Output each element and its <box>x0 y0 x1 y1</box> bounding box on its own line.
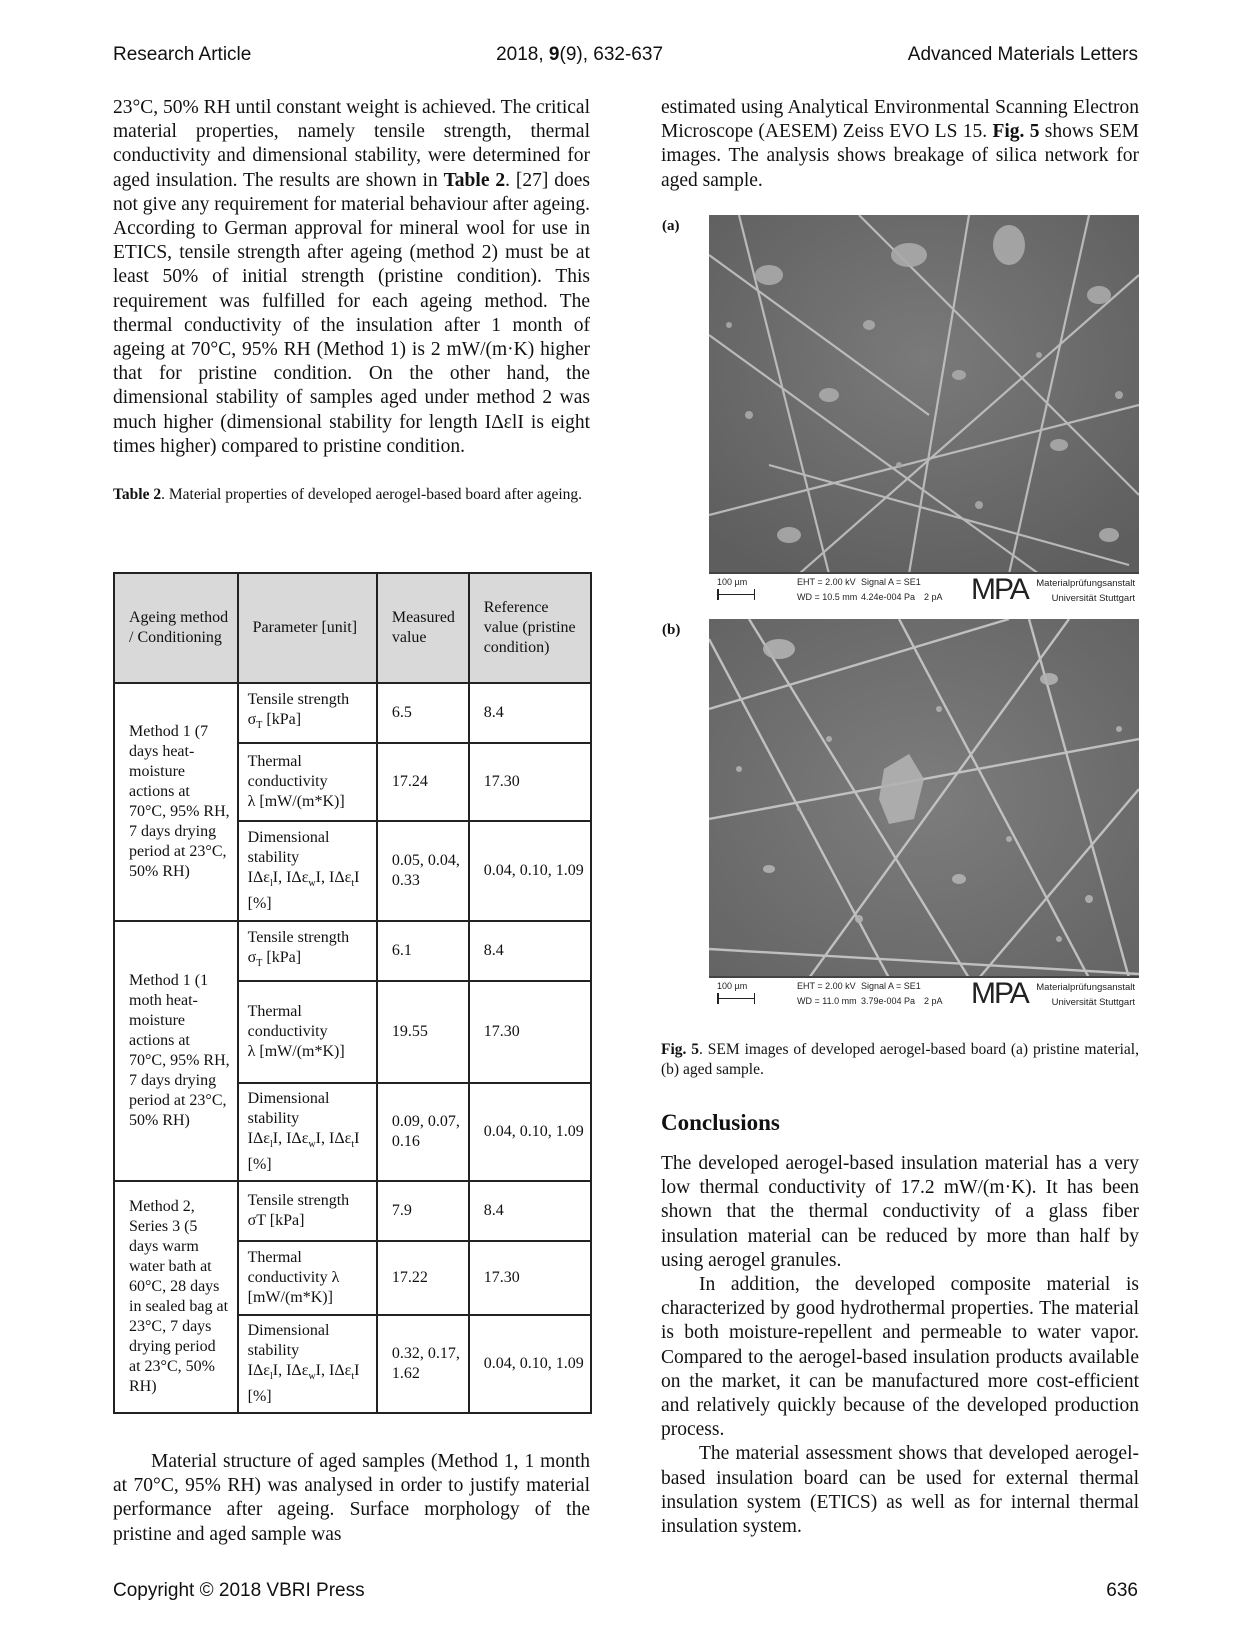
sem-info-bar-a <box>709 572 1139 608</box>
param-cell: Tensile strength $\sigma_T$ [kPa] <box>238 921 377 981</box>
param-cell: Dimensional stability IΔε$_l$I, IΔε$_w$I, IΔε$_t$I [%] <box>238 1083 377 1181</box>
param-cell: Tensile strength $\sigma_T$ [kPa] <box>238 683 377 743</box>
measured-cell: 6.5 <box>377 683 469 743</box>
sem-image-a <box>709 215 1139 608</box>
wd-value: WD = 11.0 mm <box>797 996 857 1006</box>
figure-ref: Fig. 5 <box>992 121 1040 143</box>
journal-name: Advanced Materials Letters <box>907 44 1138 65</box>
conclusion-paragraph: In addition, the developed composite material is characterized by good hydrothermal properties. The material is both moisture-repellent and permeable to water vapor. Compared to the aerogel-based insulation products available on the market, it can be manufactured more cost-efficient and relatively quickly because of the developed production process. <box>661 1274 1139 1441</box>
institution-line2: Universität Stuttgart <box>1051 997 1135 1008</box>
signal-value: Signal A = SE1 <box>861 981 921 991</box>
scale-label: 100 µm <box>717 981 748 991</box>
current-value: 2 pA <box>924 996 943 1006</box>
sem-image-b <box>709 619 1139 1012</box>
param-cell: Tensile strength σT [kPa] <box>238 1181 377 1241</box>
measured-cell: 17.22 <box>377 1241 469 1315</box>
sem-micrograph-b <box>709 619 1139 978</box>
institution-line1: Materialprüfungsanstalt <box>1036 578 1135 589</box>
col-header-parameter: Parameter [unit] <box>238 573 377 683</box>
table-row <box>114 1181 591 1241</box>
current-value: 2 pA <box>924 592 943 602</box>
reference-cell: 17.30 <box>469 1241 591 1315</box>
measured-cell: 0.05, 0.04, 0.33 <box>377 821 469 921</box>
reference-cell: 8.4 <box>469 921 591 981</box>
scale-bar-icon <box>717 998 755 999</box>
param-cell: Thermal conductivity λ [mW/(m*K)] <box>238 981 377 1083</box>
scale-bar-icon <box>717 594 755 595</box>
citation: 2018, 9(9), 632-637 <box>496 44 664 65</box>
figure-caption: Fig. 5. SEM images of developed aerogel-based board (a) pristine material, (b) aged sample. <box>661 1041 1139 1078</box>
col-header-reference: Reference value (pristine condition) <box>469 573 591 683</box>
method-cell: Method 2, Series 3 (5 days warm water bath at 60°C, 28 days in sealed bag at 23°C, 7 days drying period at 23°C, 50% RH) <box>114 1181 238 1413</box>
reference-cell: 0.04, 0.10, 1.09 <box>469 1315 591 1413</box>
copyright: Copyright © 2018 VBRI Press <box>113 1580 365 1601</box>
table-header-row <box>114 573 591 683</box>
paragraph-material-structure: Material structure of aged samples (Method 1, 1 month at 70°C, 95% RH) was analysed in order to justify material performance after ageing. Surface morphology of the pristine and aged sample was <box>113 1451 590 1545</box>
measured-cell: 0.09, 0.07, 0.16 <box>377 1083 469 1181</box>
col-header-method: Ageing method / Conditioning <box>114 573 238 683</box>
measured-cell: 7.9 <box>377 1181 469 1241</box>
conclusion-paragraph: The material assessment shows that developed aerogel-based insulation board can be used for external thermal insulation system (ETICS) as well as for internal thermal insulation system. <box>661 1443 1139 1538</box>
signal-value: Signal A = SE1 <box>861 577 921 587</box>
reference-cell: 0.04, 0.10, 1.09 <box>469 1083 591 1181</box>
left-column <box>113 96 590 505</box>
mpa-logo-icon: MPA <box>971 977 1028 1010</box>
table-caption: Table 2. Material properties of developed aerogel-based board after ageing. <box>113 486 583 504</box>
institution-line2: Universität Stuttgart <box>1051 593 1135 604</box>
measured-cell: 17.24 <box>377 743 469 821</box>
page-footer <box>113 1580 1138 1602</box>
institution-line1: Materialprüfungsanstalt <box>1036 982 1135 993</box>
paragraph-results: 23°C, 50% RH until constant weight is achieved. The critical material properties, namely tensile strength, thermal conductivity and dimensional stability, were determined for aged insulation. The results are shown in Table 2. [27] does not give any requirement for material behaviour after ageing. According to German approval for mineral wool for use in ETICS, tensile strength after ageing (method 2) must be at least 50% of initial strength (pristine condition). This requirement was fulfilled for each ageing method. The thermal conductivity of the insulation after 1 month of ageing at 70°C, 95% RH (Method 1) is 2 mW/(m·K) higher that for pristine condition. On the other hand, the dimensional stability of samples aged under method 2 was much higher (dimensional stability for length IΔεlI is eight times higher) compared to pristine condition. <box>113 97 591 457</box>
reference-cell: 8.4 <box>469 683 591 743</box>
param-cell: Dimensional stability IΔε$_l$I, IΔε$_w$I, IΔε$_t$I [%] <box>238 821 377 921</box>
conclusion-paragraph: The developed aerogel-based insulation material has a very low thermal conductivity of 17.2 mW/(m·K). It has been shown that the thermal conductivity of a glass fiber insulation material can be reduced by more than half by using aerogel granules. <box>661 1153 1139 1271</box>
reference-cell: 0.04, 0.10, 1.09 <box>469 821 591 921</box>
eht-value: EHT = 2.00 kV <box>797 577 856 587</box>
reference-cell: 17.30 <box>469 981 591 1083</box>
param-cell: Dimensional stability IΔε$_l$I, IΔε$_w$I, IΔε$_t$I [%] <box>238 1315 377 1413</box>
reference-cell: 8.4 <box>469 1181 591 1241</box>
sem-info-bar-b <box>709 976 1139 1012</box>
wd-value: WD = 10.5 mm <box>797 592 858 602</box>
page-number: 636 <box>1106 1580 1138 1601</box>
eht-value: EHT = 2.00 kV <box>797 981 856 991</box>
scale-label: 100 µm <box>717 577 748 587</box>
reference-cell: 17.30 <box>469 743 591 821</box>
figure-label-b: (b) <box>662 622 681 638</box>
mpa-logo-icon: MPA <box>971 573 1028 606</box>
param-cell: Thermal conductivity λ [mW/(m*K)] <box>238 743 377 821</box>
page-header <box>113 44 1138 66</box>
method-cell: Method 1 (1 moth heat-moisture actions at 70°C, 95% RH, 7 days drying period at 23°C, 50% RH) <box>114 921 238 1181</box>
table-row <box>114 683 591 743</box>
method-cell: Method 1 (7 days heat-moisture actions at 70°C, 95% RH, 7 days drying period at 23°C, 50% RH) <box>114 683 238 921</box>
col-header-measured: Measured value <box>377 573 469 683</box>
right-column <box>661 96 1139 193</box>
table-material-properties <box>113 572 592 1414</box>
pressure-value: 4.24e-004 Pa <box>861 592 916 602</box>
left-column-bottom <box>113 1450 590 1547</box>
pressure-value: 3.79e-004 Pa <box>861 996 916 1006</box>
table-ref: Table 2 <box>443 169 506 191</box>
measured-cell: 19.55 <box>377 981 469 1083</box>
sem-micrograph-a <box>709 215 1139 574</box>
figure-label-a: (a) <box>662 218 680 234</box>
param-cell: Thermal conductivity λ [mW/(m*K)] <box>238 1241 377 1315</box>
measured-cell: 6.1 <box>377 921 469 981</box>
table-row <box>114 921 591 981</box>
section-title-conclusions: Conclusions <box>661 1110 780 1135</box>
conclusions-body <box>661 1152 1139 1539</box>
measured-cell: 0.32, 0.17, 1.62 <box>377 1315 469 1413</box>
paragraph-sem: estimated using Analytical Environmental Scanning Electron Microscope (AESEM) Zeiss EVO LS 15. Fig. 5 shows SEM images. The analysis shows breakage of silica network for aged sample. <box>661 97 1139 191</box>
article-type: Research Article <box>113 44 252 65</box>
